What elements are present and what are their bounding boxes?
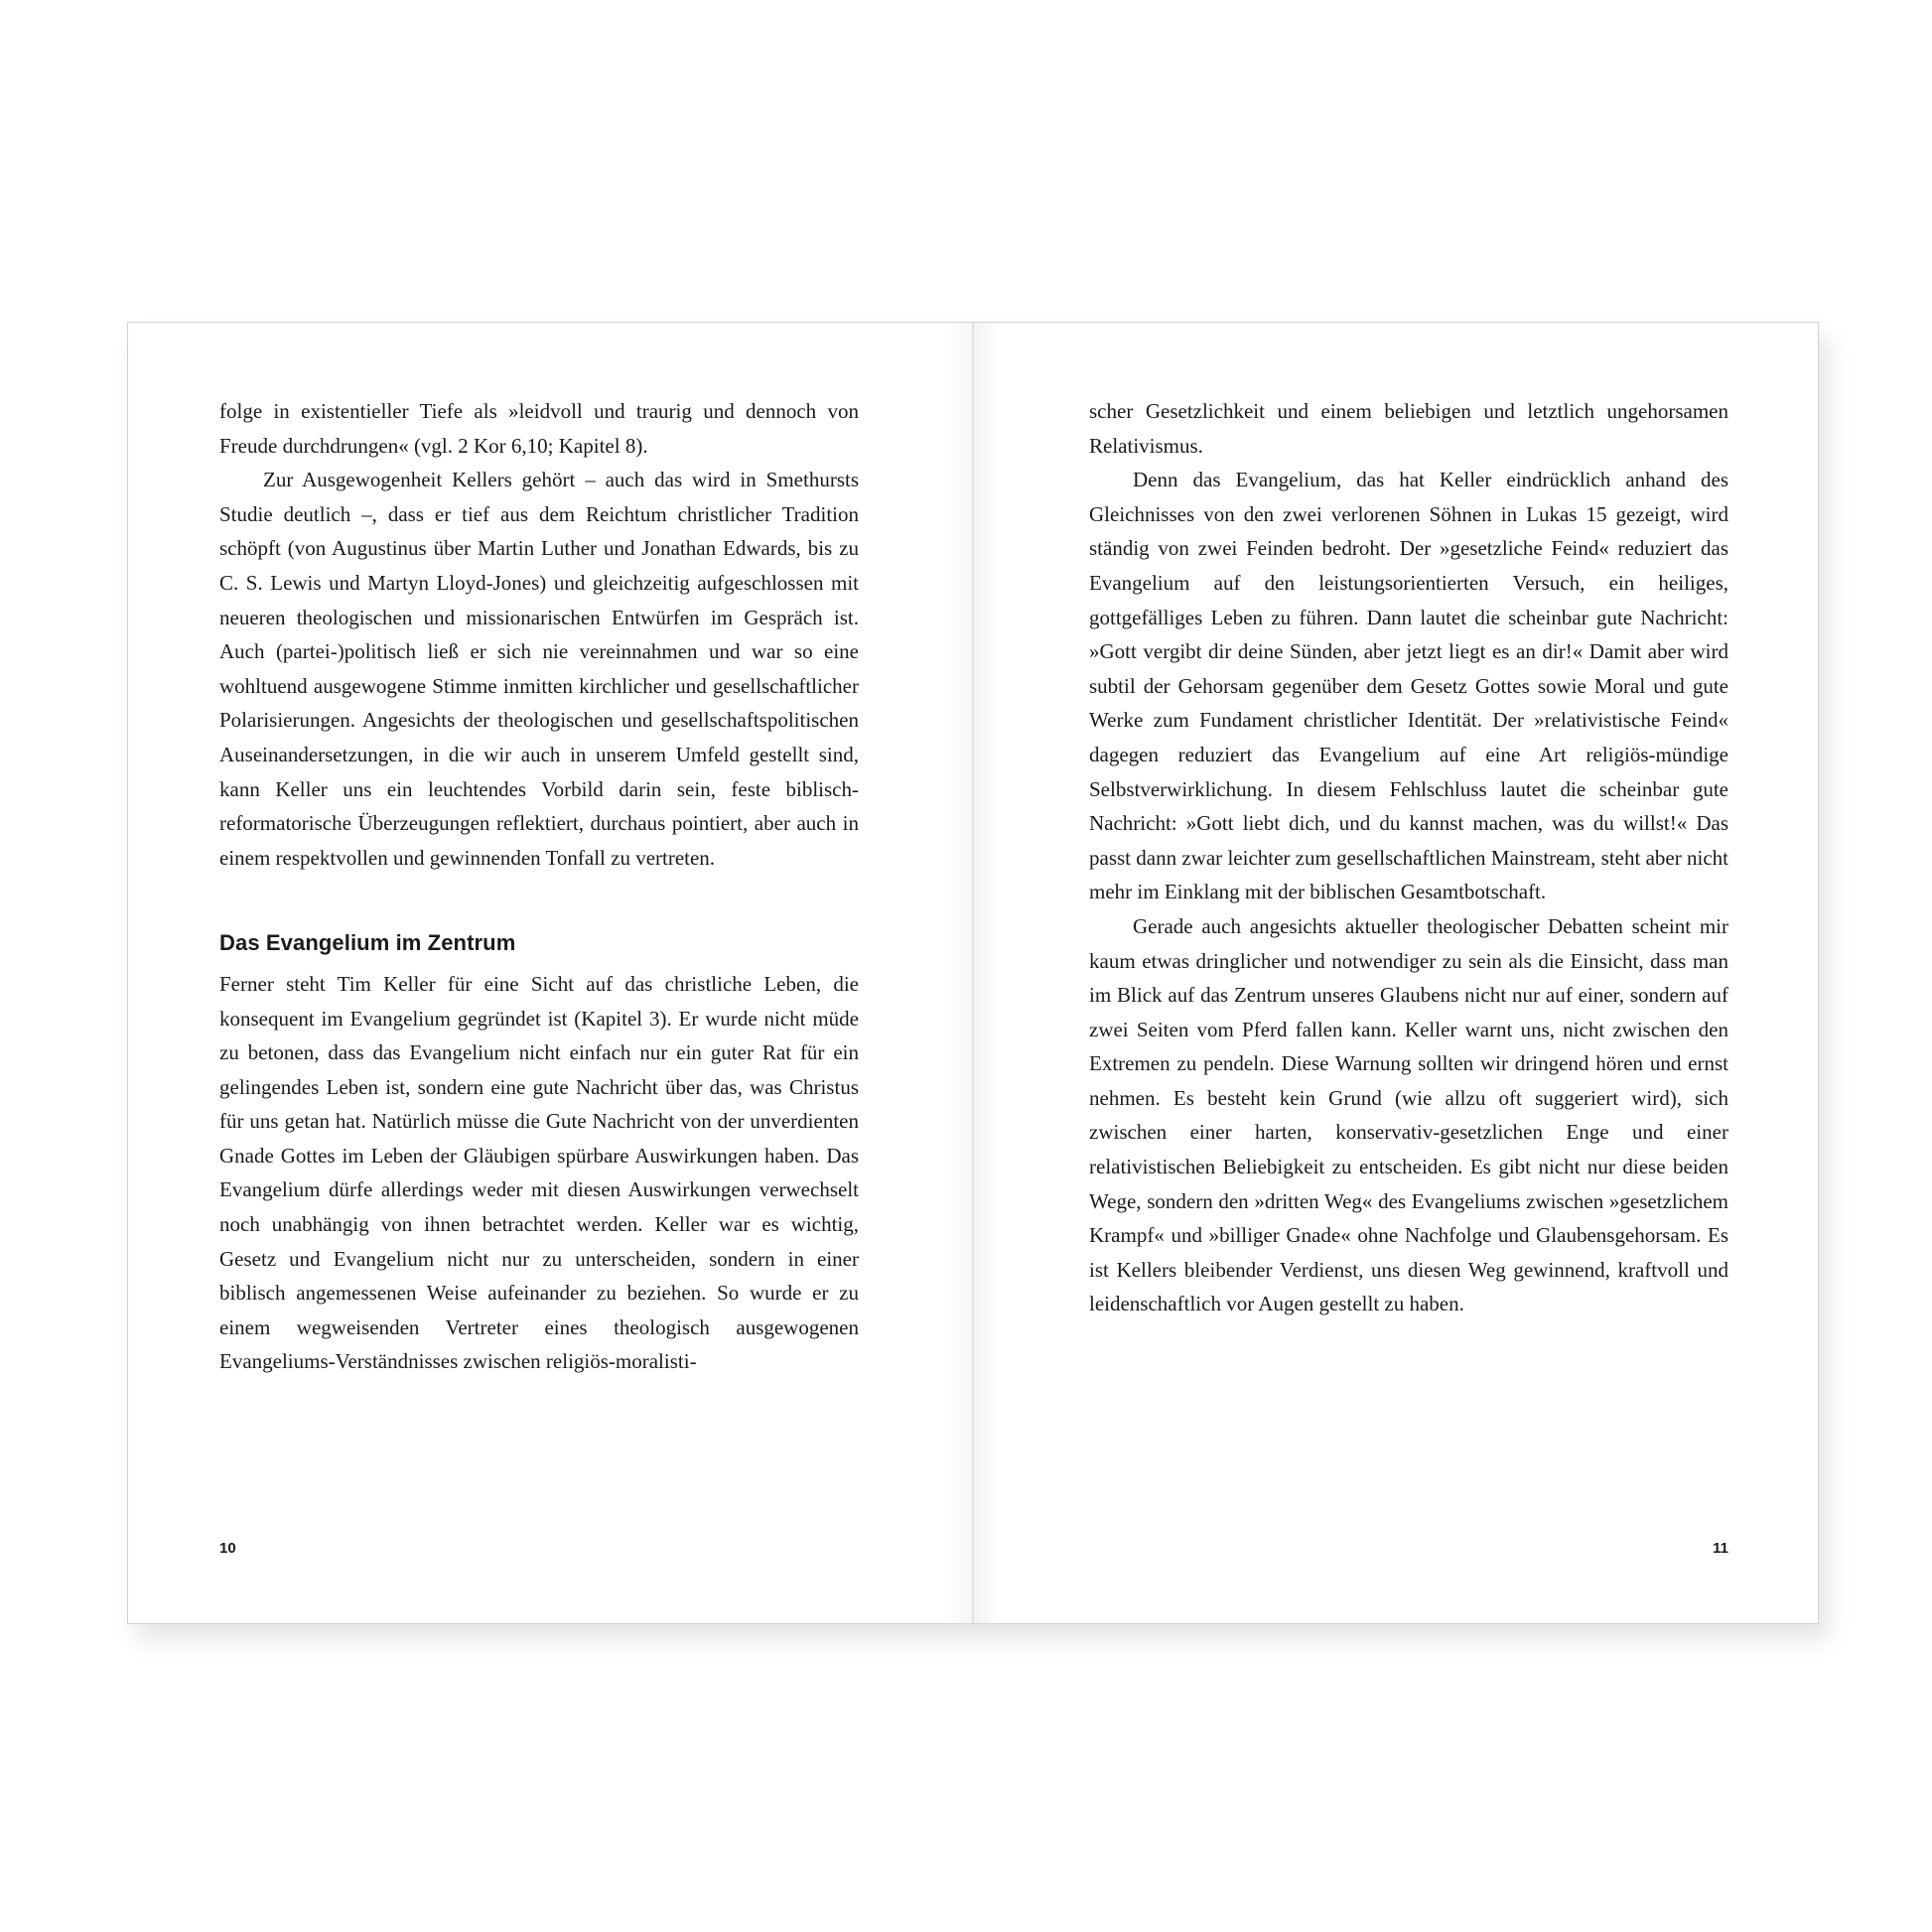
page-number-left: 10 xyxy=(219,1540,236,1557)
paragraph-continuation: folge in existentieller Tiefe als »leidvoll und traurig und dennoch von Freude durchdrungen« (vgl. 2 Kor 6,10; Kapitel 8). xyxy=(219,399,859,458)
page-number-right: 11 xyxy=(1713,1540,1728,1557)
gutter-shadow-right xyxy=(974,323,1000,1623)
left-page-text xyxy=(219,394,859,1379)
section-heading: Das Evangelium im Zentrum xyxy=(219,930,516,956)
book-spread xyxy=(127,322,1819,1624)
right-page-text xyxy=(1089,394,1728,1321)
left-page xyxy=(219,323,859,1623)
paragraph: Gerade auch angesichts aktueller theologischer Debatten scheint mir kaum etwas dringlicher und notwendiger zu sein als die Einsicht, dass man im Blick auf das Zentrum unseres Glaubens nicht nur auf einer, sondern auf zwei Seiten vom Pferd fallen kann. Keller warnt uns, nicht zwischen den Extremen zu pendeln. Diese Warnung sollten wir dringend hören und ernst nehmen. Es besteht kein Grund (wie allzu oft suggeriert wird), sich zwischen einer harten, konservativ-gesetzlichen Enge und einer relativistischen Beliebigkeit zu entscheiden. Es gibt nicht nur diese beiden Wege, sondern den »dritten Weg« des Evangeliums zwischen »gesetzlichem Krampf« und »billiger Gnade« ohne Nachfolge und Glaubensgehorsam. Es ist Kellers bleibender Verdienst, uns diesen Weg gewinnend, kraftvoll und leidenschaftlich vor Augen gestellt zu haben. xyxy=(1089,913,1728,1316)
paragraph: Ferner steht Tim Keller für eine Sicht auf das christliche Leben, die konsequent im Evangelium gegründet ist (Kapitel 3). Er wurde nicht müde zu betonen, dass das Evangelium nicht einfach nur ein guter Rat für ein gelingendes Leben ist, sondern eine gute Nachricht über das, was Christus für uns getan hat. Natürlich müsse die Gute Nachricht von der unverdienten Gnade Gottes im Leben der Gläubigen spürbare Auswirkungen haben. Das Evangelium dürfe allerdings weder mit diesen Auswirkungen verwechselt noch unabhängig von ihnen betrachtet werden. Keller war es wichtig, Gesetz und Evangelium nicht nur zu unterscheiden, sondern in einer biblisch angemessenen Weise aufeinander zu beziehen. So wurde er zu einem wegweisenden Vertreter eines theologisch ausgewogenen Evangeliums-Verständnisses zwischen religiös-moralisti- xyxy=(219,971,859,1374)
gutter-shadow-left xyxy=(942,323,972,1623)
right-page xyxy=(1089,323,1728,1623)
paragraph: Denn das Evangelium, das hat Keller eindrücklich anhand des Gleichnisses von den zwei verlorenen Söhnen in Lukas 15 gezeigt, wird ständig von zwei Feinden bedroht. Der »gesetzliche Feind« reduziert das Evangelium auf den leistungsorientierten Versuch, ein heiliges, gottgefälliges Leben zu führen. Dann lautet die scheinbar gute Nachricht: »Gott vergibt dir deine Sünden, aber jetzt liegt es an dir!« Damit aber wird subtil der Gehorsam gegenüber dem Gesetz Gottes sowie Moral und gute Werke zum Fundament christlicher Identität. Der »relativistische Feind« dagegen reduziert das Evangelium auf eine Art religiös-mündige Selbstverwirklichung. In diesem Fehlschluss lautet die scheinbar gute Nachricht: »Gott liebt dich, und du kannst machen, was du willst!« Das passt dann zwar leichter zum gesellschaftlichen Mainstream, steht aber nicht mehr im Einklang mit der biblischen Gesamtbotschaft. xyxy=(1089,468,1728,904)
paragraph: Zur Ausgewogenheit Kellers gehört – auch das wird in Smethursts Studie deutlich –, dass er tief aus dem Reichtum christlicher Tradition schöpft (von Augustinus über Martin Luther und Jonathan Edwards, bis zu C. S. Lewis und Martyn Lloyd-Jones) und gleichzeitig aufgeschlossen mit neueren theologischen und missionarischen Entwürfen im Gespräch ist. Auch (partei-)politisch ließ er sich nie vereinnahmen und war so eine wohltuend ausgewogene Stimme inmitten kirchlicher und gesellschaftlicher Polarisierungen. Angesichts der theologischen und gesellschaftspolitischen Auseinandersetzungen, in die wir auch in unserem Umfeld gestellt sind, kann Keller uns ein leuchtendes Vorbild darin sein, feste biblisch-reformatorische Überzeugungen reflektiert, durchaus pointiert, aber auch in einem respektvollen und gewinnenden Tonfall zu vertreten. xyxy=(219,468,859,870)
paragraph-continuation: scher Gesetzlichkeit und einem beliebigen und letztlich ungehorsamen Relativismus. xyxy=(1089,399,1728,458)
